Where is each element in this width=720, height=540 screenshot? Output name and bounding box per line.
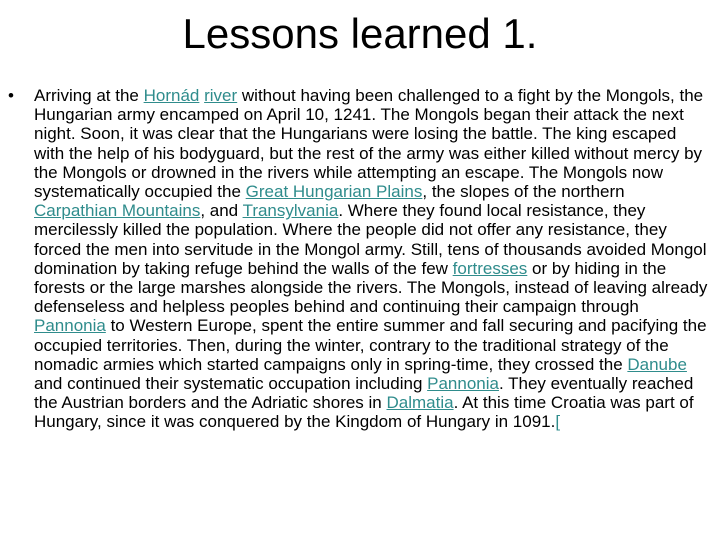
link-citation[interactable]: [ [555, 412, 561, 432]
link-pannonia[interactable]: Pannonia [34, 316, 106, 336]
link-danube[interactable]: Danube [627, 354, 687, 374]
slide-title: Lessons learned 1. [182, 10, 538, 57]
link-fortresses[interactable]: fortresses [452, 258, 528, 278]
link-pannonia-2[interactable]: Pannonia [427, 374, 499, 394]
body-text-segment: Arriving at the [34, 86, 144, 105]
body-text-segment: to Western Europe, spent the entire summer and fall securing and pacifying the occupied territories. Then, during the winter, contrary to the traditional strategy of the nomadic armies which started campaigns only in spring-time, they crossed the [34, 316, 707, 374]
body-text-segment: and continued their systematic occupation including [34, 374, 428, 394]
link-dalmatia[interactable]: Dalmatia [386, 393, 454, 413]
body-text-segment: , the slopes of the northern [422, 182, 625, 202]
body-text-segment: . They eventually reached the Austrian borders and the Adriatic shores in [34, 374, 694, 413]
link-river[interactable]: river [204, 86, 238, 105]
body-text-segment: . Where they found local resistance, they mercilessly killed the population. Where the people did not offer any resistance, they forced the men into servitude in the Mongol army. Still, tens of thousands avoided Mongol domination by taking refuge behind the walls of the few [34, 201, 707, 278]
bullet-text [34, 86, 711, 432]
body-text-segment: without having been challenged to a fight by the Mongols, the Hungarian army encamped on April 10, 1241. The Mongols began their attack the next night. Soon, it was clear that the Hungarians were losing the battle. The king escaped with the help of his bodyguard, but the rest of the army was either killed without mercy by the Mongols or drowned in the rivers while attempting an escape. The Mongols now systematically occupied the [34, 86, 704, 202]
body-text-segment: , and [200, 201, 243, 221]
link-great-hungarian-plains[interactable]: Great Hungarian Plains [245, 182, 423, 202]
body-text-segment: . At this time Croatia was part of Hungary, since it was conquered by the Kingdom of Hungary in 1091. [34, 393, 694, 432]
body-text-segment: or by hiding in the forests or the large marshes alongside the rivers. The Mongols, instead of leaving already defenseless and helpless peoples behind and continuing their campaign through [34, 258, 708, 317]
link-hornad[interactable]: Hornád [143, 86, 200, 105]
link-carpathian-mountains[interactable]: Carpathian Mountains [34, 201, 201, 221]
link-transylvania[interactable]: Transylvania [242, 201, 339, 221]
bullet-icon: • [8, 86, 14, 105]
